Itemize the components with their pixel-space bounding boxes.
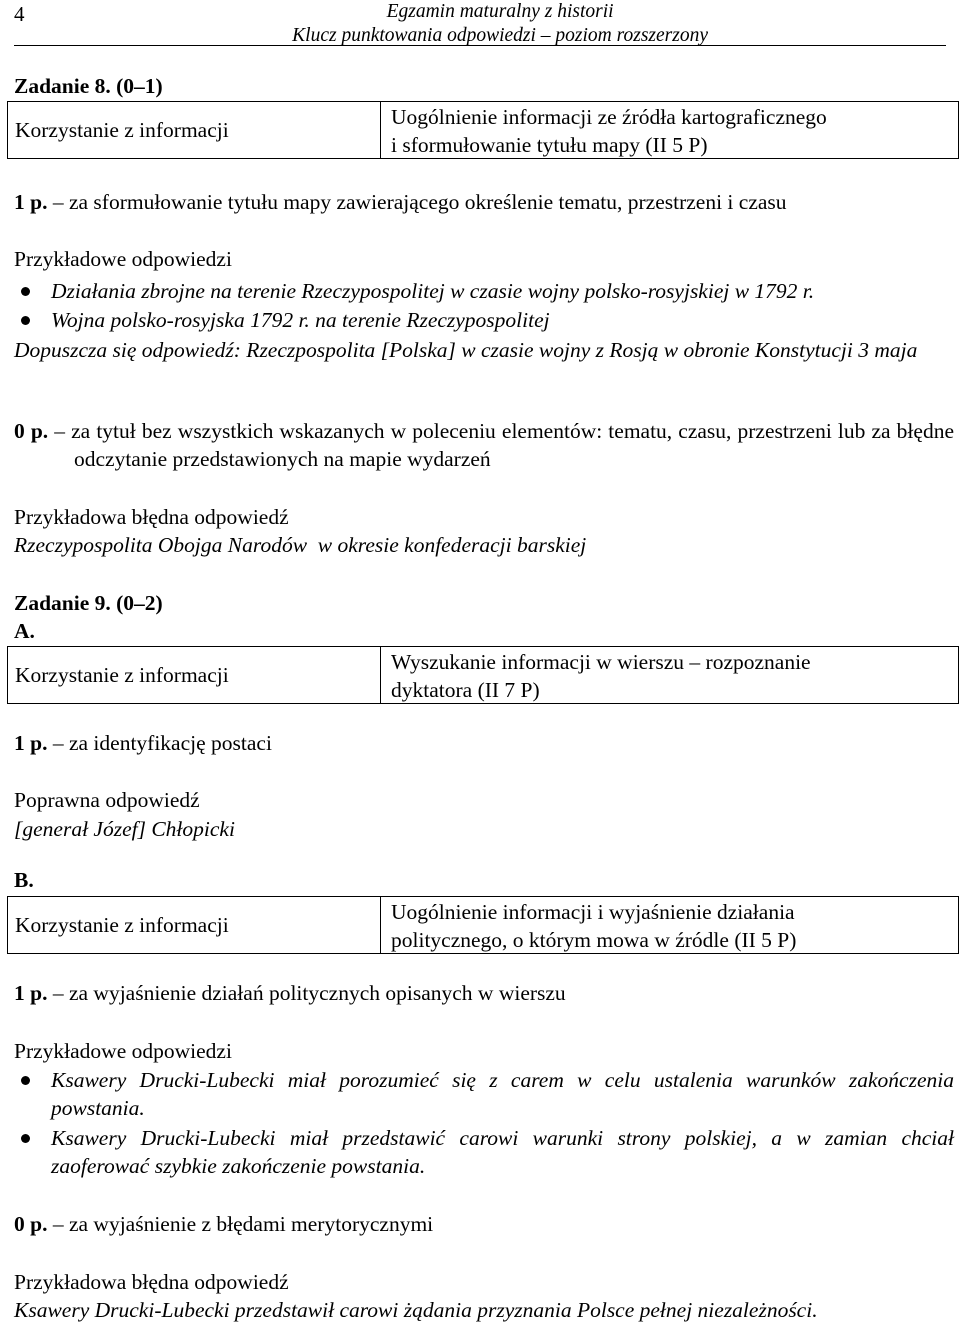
header-title-line2: Klucz punktowania odpowiedzi – poziom rozszerzony	[292, 24, 708, 46]
task9a-requirement-box	[7, 646, 959, 704]
task9a-correct-heading: Poprawna odpowiedź	[14, 788, 200, 812]
task9b-requirement-box	[7, 896, 959, 954]
task8-score0-text: – za tytuł bez wszystkich wskazanych w poleceniu elementów: tematu, czasu, przestrzeni lub za błędne odczytanie przedstawionych na mapie wydarzeń	[48, 419, 954, 471]
task9b-box-right	[381, 897, 958, 953]
task9b-box-right-line1: Uogólnienie informacji i wyjaśnienie działania	[391, 900, 795, 924]
task9b-score1	[14, 979, 566, 1007]
list-item	[14, 277, 954, 306]
header-title-line1: Egzamin maturalny z historii	[386, 1, 614, 22]
page-number: 4	[14, 2, 25, 26]
task9a-box-left: Korzystanie z informacji	[8, 647, 381, 703]
task8-box-right-line1: Uogólnienie informacji ze źródła kartograficznego	[391, 105, 827, 129]
task8-box-right	[381, 102, 958, 158]
header-title	[292, 0, 708, 47]
task8-score1-text: – za sformułowanie tytułu mapy zawierającego określenie tematu, przestrzeni i czasu	[47, 190, 787, 214]
task9a-score1-label: 1 p.	[14, 731, 48, 755]
task8-heading: Zadanie 8. (0–1)	[14, 74, 163, 98]
task8-score0-label: 0 p.	[14, 419, 49, 443]
task8-example-2: Wojna polsko-rosyjska 1792 r. na terenie Rzeczypospolitej	[51, 308, 550, 332]
task9b-wrong-heading: Przykładowa błędna odpowiedź	[14, 1270, 289, 1294]
task9a-score1	[14, 729, 272, 757]
task9b-examples-list	[14, 1066, 954, 1180]
task9-partB-label: B.	[14, 868, 34, 892]
page-header	[14, 0, 946, 46]
bullet-icon	[21, 1076, 30, 1085]
task8-box-right-line2: i sformułowanie tytułu mapy (II 5 P)	[391, 133, 708, 157]
task8-example-1: Działania zbrojne na terenie Rzeczypospolitej w czasie wojny polsko-rosyjskiej w 1792 r.	[51, 279, 815, 303]
task9-partA-label: A.	[14, 619, 35, 643]
task8-score1	[14, 188, 787, 216]
task9b-box-left: Korzystanie z informacji	[8, 897, 381, 953]
task8-requirement-box	[7, 101, 959, 159]
task9b-example-2: Ksawery Drucki-Lubecki miał przedstawić carowi warunki strony polskiej, a w zamian chciał zaoferować szybkie zakończenie powstania.	[51, 1126, 954, 1178]
list-item	[14, 306, 954, 334]
task9a-box-right-line1: Wyszukanie informacji w wierszu – rozpoznanie	[391, 650, 811, 674]
task9a-box-right-line2: dyktatora (II 7 P)	[391, 678, 540, 702]
task9a-correct-answer: [generał Józef] Chłopicki	[14, 817, 235, 841]
task9b-wrong-answer: Ksawery Drucki-Lubecki przedstawił carowi żądania przyznania Polsce pełnej niezależności.	[14, 1298, 818, 1322]
task8-allowed-answer: Dopuszcza się odpowiedź: Rzeczpospolita [Polska] w czasie wojny z Rosją w obronie Konstytucji 3 maja	[14, 338, 918, 362]
task9b-examples-heading: Przykładowe odpowiedzi	[14, 1039, 232, 1063]
list-item	[14, 1124, 954, 1180]
task9a-score1-text: – za identyfikację postaci	[47, 731, 272, 755]
task9-heading: Zadanie 9. (0–2)	[14, 591, 163, 615]
task8-score1-label: 1 p.	[14, 190, 48, 214]
task8-box-left: Korzystanie z informacji	[8, 102, 381, 158]
task9b-score1-text: – za wyjaśnienie działań politycznych opisanych w wierszu	[47, 981, 566, 1005]
task8-score0	[14, 417, 954, 473]
task9b-score1-label: 1 p.	[14, 981, 48, 1005]
task9b-example-1: Ksawery Drucki-Lubecki miał porozumieć się z carem w celu ustalenia warunków zakończenia powstania.	[51, 1068, 954, 1120]
task9b-box-right-line2: politycznego, o którym mowa w źródle (II 5 P)	[391, 928, 797, 952]
task8-wrong-answer: Rzeczypospolita Obojga Narodów w okresie konfederacji barskiej	[14, 533, 587, 557]
task8-examples-list	[14, 277, 954, 334]
task9a-box-right	[381, 647, 958, 703]
list-item	[14, 1066, 954, 1122]
bullet-icon	[21, 316, 30, 325]
task8-examples-heading: Przykładowe odpowiedzi	[14, 247, 232, 271]
task9b-score0-label: 0 p.	[14, 1212, 48, 1236]
bullet-icon	[21, 1134, 30, 1143]
task8-wrong-heading: Przykładowa błędna odpowiedź	[14, 505, 289, 529]
task9b-score0-text: – za wyjaśnienie z błędami merytorycznymi	[47, 1212, 434, 1236]
bullet-icon	[21, 287, 30, 296]
task9b-score0	[14, 1210, 433, 1238]
